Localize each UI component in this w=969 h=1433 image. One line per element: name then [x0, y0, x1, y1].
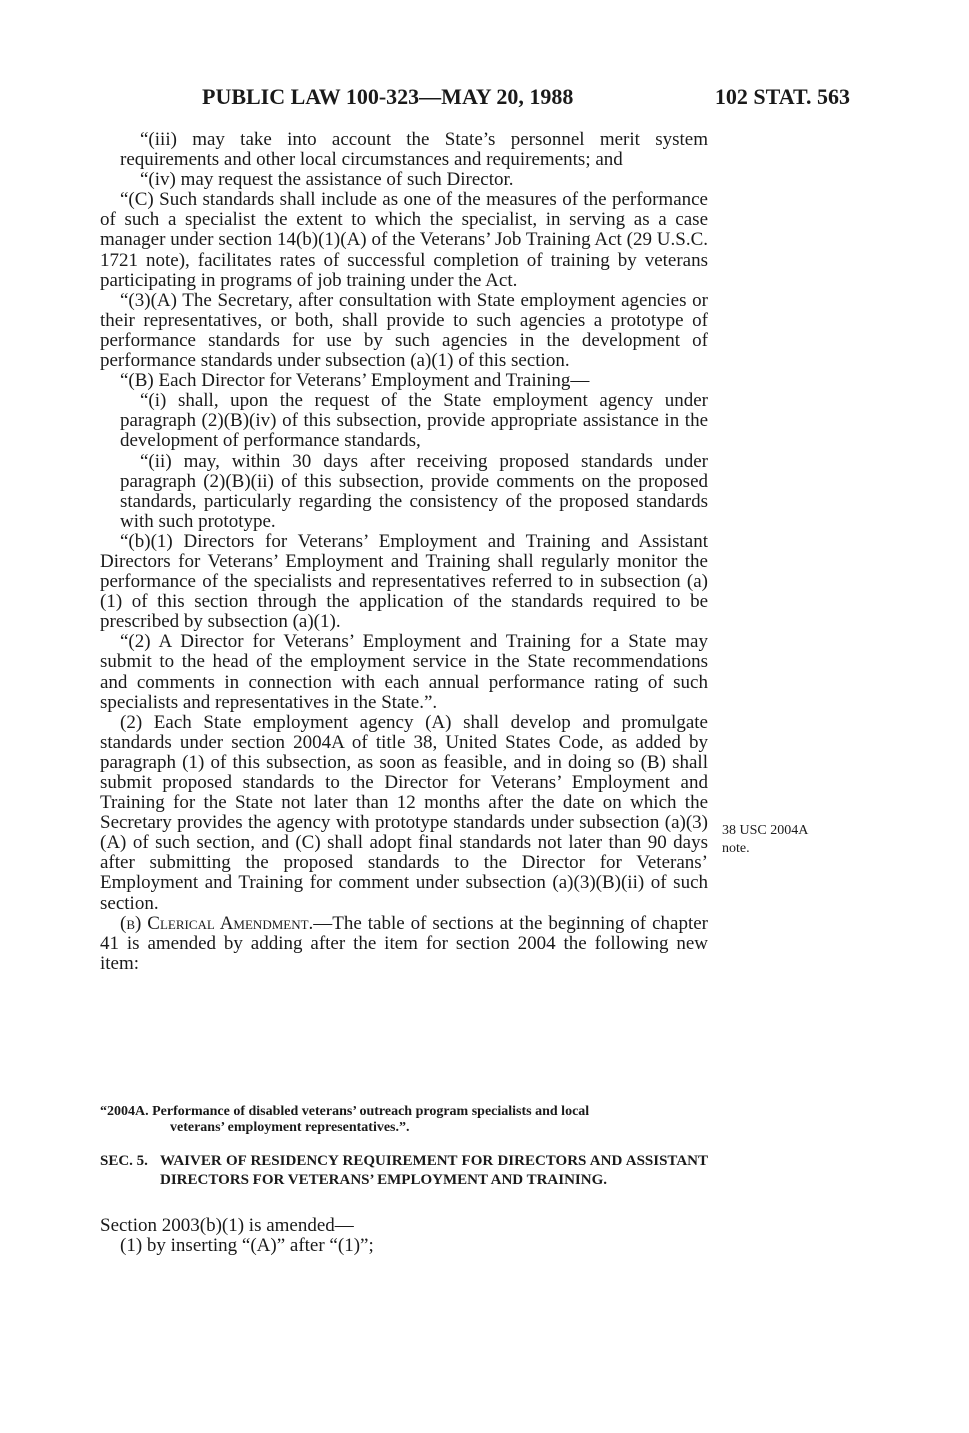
- paragraph-state-agency: (2) Each State employment agency (A) shall develop and promulgate standards under section 2004A of title 38, United States Code, as added by paragraph (1) of this subsection, as soon as feasible, and in doing so (B) shall submit proposed standards to the Director for Veterans’ Employment and Training for the State not later than 12 months after the date on which the Secretary provides the agency with prototype standards under subsection (a)(3)(A) of such section, and (C) shall adopt final standards not later than 90 days after submitting the proposed standards to the Director for Veterans’ Employment and Training for comment under subsection (a)(3)(B)(ii) of such section.: [100, 711, 708, 914]
- section-5-heading: [100, 1152, 708, 1190]
- paragraph-iii: “(iii) may take into account the State’s personnel merit system requirements and other local circumstances and requirements; and: [120, 129, 708, 171]
- section-5-intro: Section 2003(b)(1) is amended—: [100, 1215, 354, 1236]
- new-table-item: [100, 1104, 708, 1136]
- paragraph-b-ii: “(ii) may, within 30 days after receiving proposed standards under paragraph (2)(B)(ii) of this subsection, provide comments on the proposed standards, particularly regarding the consistency of the proposed standards with such prototype.: [120, 450, 708, 532]
- paragraph-b1: “(b)(1) Directors for Veterans’ Employment and Training and Assistant Directors for Veterans’ Employment and Training shall regularly monitor the performance of the specialists and representatives referred to in subsection (a)(1) of this section through the application of the standards required to be prescribed by subsection (a)(1).: [100, 530, 708, 633]
- paragraph-c: “(C) Such standards shall include as one of the measures of the performance of such a specialist the extent to which the specialist, in serving as a case manager under section 14(b)(1)(A) of the Veterans’ Job Training Act (29 U.S.C. 1721 note), facilitates rates of successful completion of training by veterans participating in programs of job training under the Act.: [100, 189, 708, 291]
- margin-note-label: note.: [722, 841, 750, 856]
- clerical-text: —The table of sections at the beginning of chapter 41 is amended by adding after the item for section 2004 the following new item:: [100, 912, 708, 974]
- paragraph-b-i: “(i) shall, upon the request of the State employment agency under paragraph (2)(B)(iv) of this subsection, provide appropriate assistance in the development of performance standards,: [120, 390, 708, 452]
- paragraph-iv: “(iv) may request the assistance of such Director.: [140, 169, 514, 191]
- paragraph-b: “(B) Each Director for Veterans’ Employment and Training—: [120, 370, 590, 392]
- new-item-line2: veterans’ employment representatives.”.: [170, 1120, 410, 1135]
- section-5-clause-1: (1) by inserting “(A)” after “(1)”;: [120, 1235, 374, 1256]
- margin-note-citation: 38 USC 2004A: [722, 823, 809, 838]
- header-page-number: 102 STAT. 563: [714, 84, 850, 109]
- margin-note: [722, 822, 852, 858]
- new-item-line1: “2004A. Performance of disabled veterans’ outreach program specialists and local: [100, 1104, 590, 1119]
- body-text: [100, 130, 708, 974]
- paragraph-3a: “(3)(A) The Secretary, after consultation with State employment agencies or their representatives, or both, shall provide to such agencies a prototype of performance standards for use by such agencies in the development of performance standards under subsection (a)(1) of this section.: [100, 289, 708, 372]
- section-title: WAIVER OF RESIDENCY REQUIREMENT FOR DIRECTORS AND ASSISTANT DIRECTORS FOR VETERANS’ EMPLOYMENT AND TRAINING.: [160, 1153, 708, 1188]
- clerical-heading: (b) Clerical Amendment.: [120, 912, 314, 934]
- section-number: SEC. 5.: [100, 1153, 148, 1169]
- paragraph-2: “(2) A Director for Veterans’ Employment and Training for a State may submit to the head of the employment service in the State recommendations and comments in connection with each annual performance rating of such specialists and representatives in the State.”.: [100, 631, 708, 713]
- section-5-body: [100, 1216, 708, 1256]
- paragraph-clerical: [100, 914, 708, 974]
- header-title: PUBLIC LAW 100-323—MAY 20, 1988: [202, 84, 574, 109]
